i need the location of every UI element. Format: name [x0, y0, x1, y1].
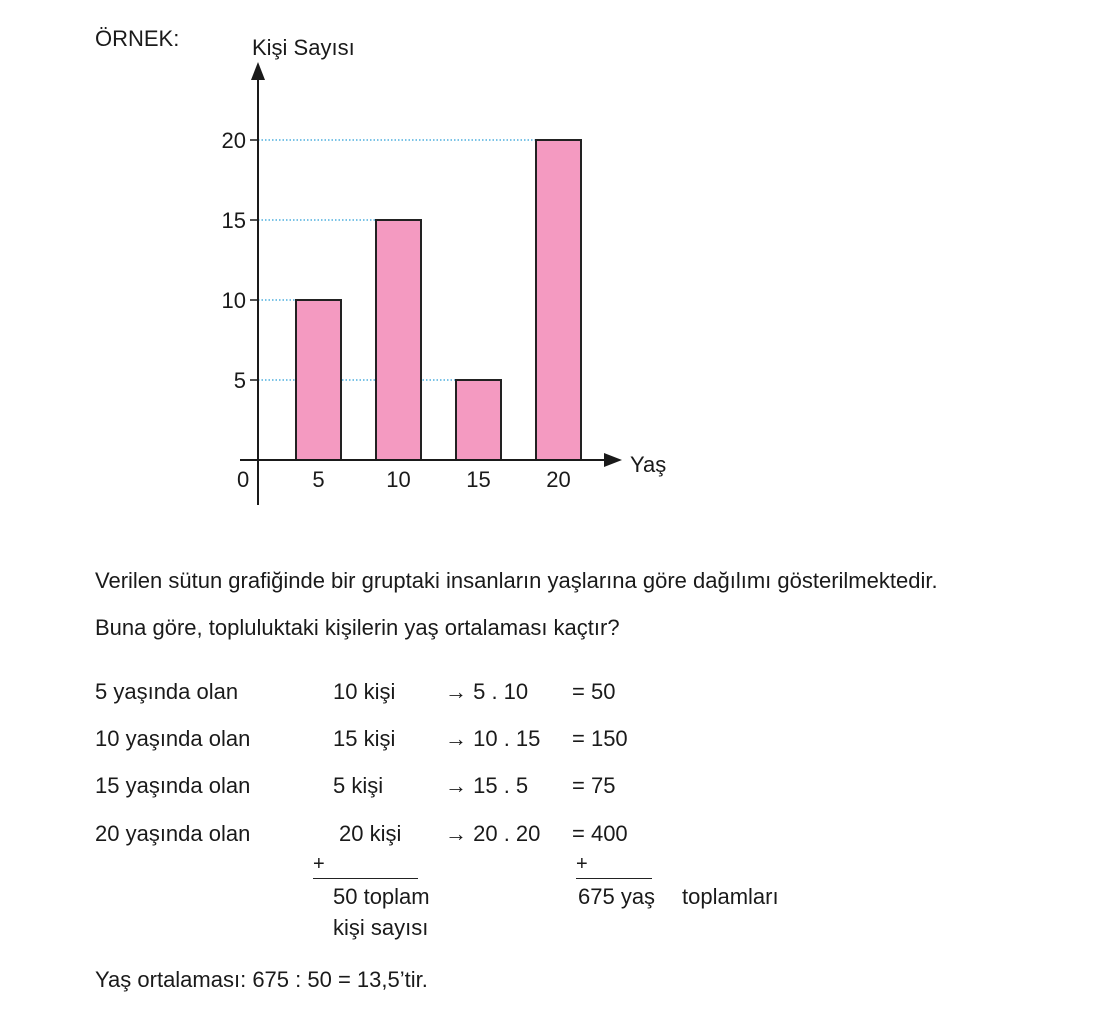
row-calc: → 10 . 15: [445, 726, 541, 751]
y-axis-arrow: [251, 62, 265, 80]
y-tick-label: 5: [233, 368, 246, 393]
bar: [536, 140, 581, 460]
row-label: 5 yaşında olan: [95, 679, 239, 704]
count-plus-sign: +: [313, 853, 325, 875]
count-sum-line: [313, 878, 418, 879]
row-label: 15 yaşında olan: [95, 773, 251, 798]
x-axis-label: Yaş: [630, 452, 667, 477]
row-count: 20 kişi: [339, 821, 402, 846]
bar: [456, 380, 501, 460]
y-tick-label: 15: [221, 208, 246, 233]
count-total-sub: kişi sayısı: [333, 915, 429, 940]
row-calc: → 5 . 10: [445, 679, 529, 704]
row-result: = 50: [572, 679, 616, 704]
row-count: 15 kişi: [333, 726, 396, 751]
conclusion: Yaş ortalaması: 675 : 50 = 13,5’tir.: [95, 967, 428, 992]
result-total-sub: toplamları: [682, 884, 779, 909]
x-tick-label: 5: [312, 467, 325, 492]
row-result: = 400: [572, 821, 628, 846]
result-total: 675 yaş: [578, 884, 656, 909]
result-sum-line: [576, 878, 652, 879]
bar-chart: [0, 0, 700, 510]
row-calc: → 15 . 5: [445, 773, 529, 798]
row-label: 10 yaşında olan: [95, 726, 251, 751]
count-total: 50 toplam: [333, 884, 430, 909]
origin-label: 0: [237, 467, 250, 492]
bar: [376, 220, 421, 460]
x-tick-label: 10: [386, 467, 411, 492]
row-result: = 75: [572, 773, 616, 798]
result-plus-sign: +: [576, 853, 588, 875]
x-tick-label: 20: [546, 467, 571, 492]
y-axis-label: Kişi Sayısı: [252, 35, 355, 60]
row-count: 10 kişi: [333, 679, 396, 704]
x-axis-arrow: [604, 453, 622, 467]
y-tick-label: 10: [221, 288, 246, 313]
row-label: 20 yaşında olan: [95, 821, 251, 846]
row-result: = 150: [572, 726, 628, 751]
row-count: 5 kişi: [333, 773, 384, 798]
x-tick-label: 15: [466, 467, 491, 492]
question-line-1: Verilen sütun grafiğinde bir gruptaki insanların yaşlarına göre dağılımı gösterilmektedir.: [95, 568, 938, 593]
y-tick-label: 20: [221, 128, 246, 153]
example-label: ÖRNEK:: [95, 26, 180, 51]
bar: [296, 300, 341, 460]
row-calc: → 20 . 20: [445, 821, 541, 846]
question-line-2: Buna göre, topluluktaki kişilerin yaş ortalaması kaçtır?: [95, 615, 620, 640]
